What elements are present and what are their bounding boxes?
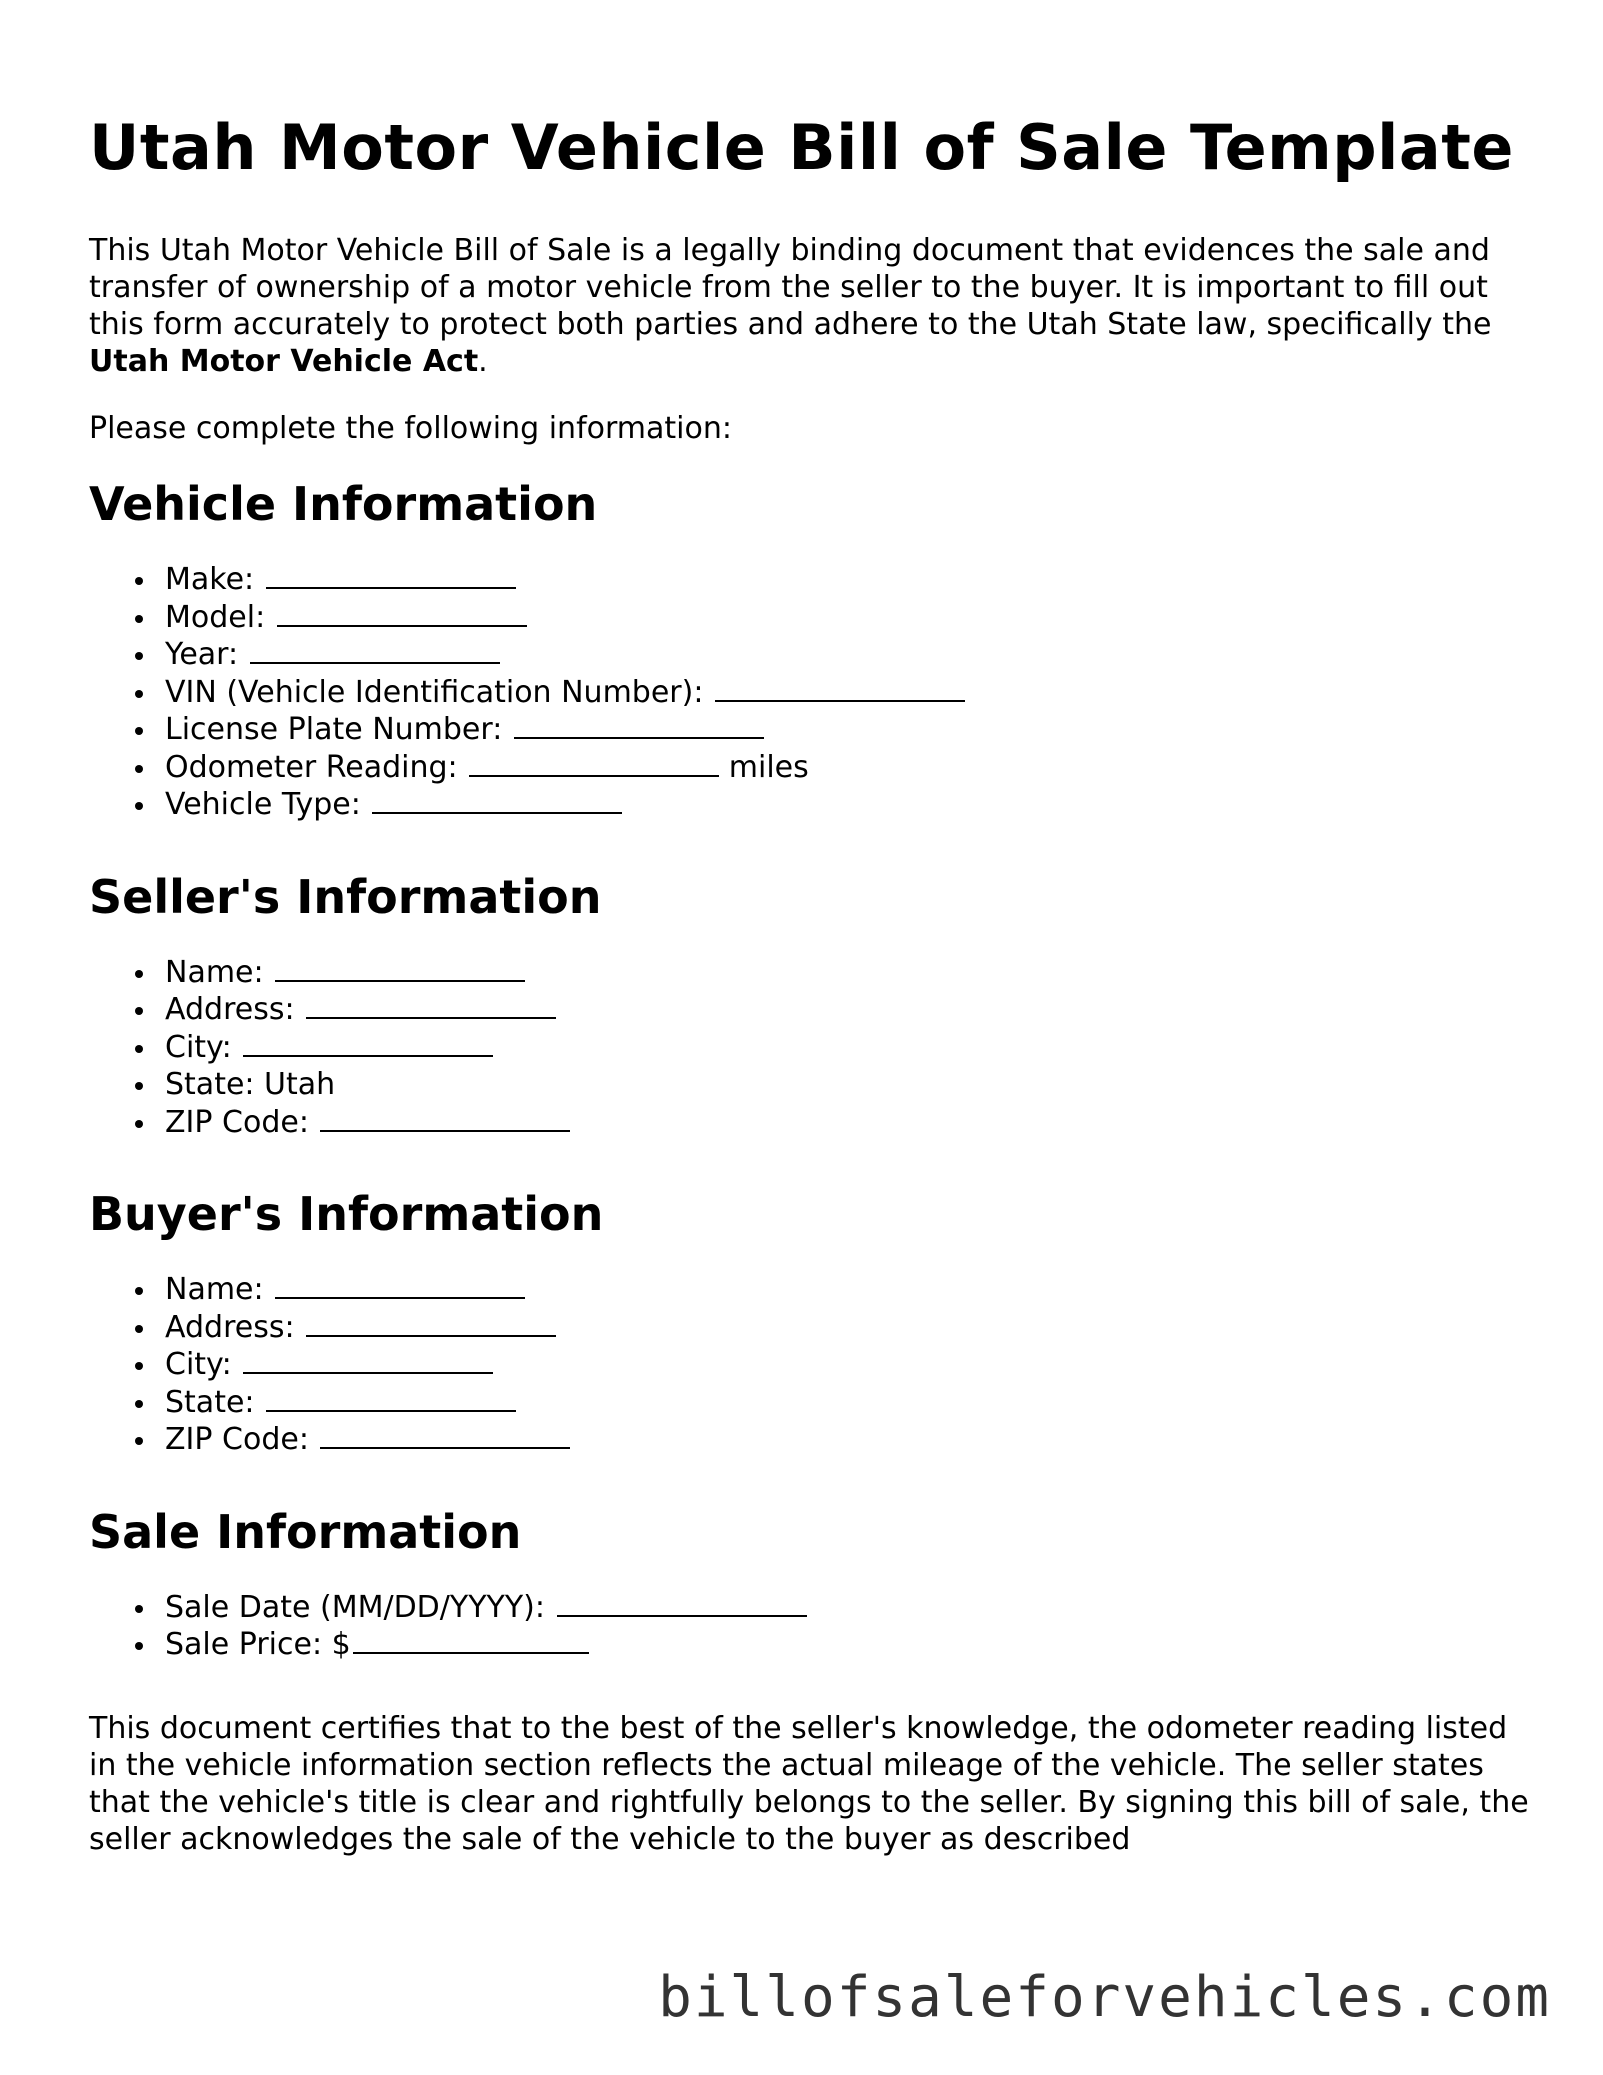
seller-city-blank[interactable]: [243, 1029, 493, 1057]
year-blank[interactable]: [250, 636, 500, 664]
seller-name-blank[interactable]: [275, 954, 525, 982]
type-blank[interactable]: [372, 786, 622, 814]
plate-blank[interactable]: [514, 711, 764, 739]
field-label: City:: [165, 1347, 232, 1382]
make-blank[interactable]: [266, 561, 516, 589]
sale-price-blank[interactable]: [353, 1626, 589, 1654]
buyer-address-blank[interactable]: [306, 1309, 556, 1337]
vin-blank[interactable]: [715, 674, 965, 702]
list-item: [165, 1346, 1529, 1384]
model-blank[interactable]: [277, 599, 527, 627]
list-item: [165, 1271, 1529, 1309]
intro-text-end: .: [478, 344, 488, 379]
field-label: Year:: [165, 637, 239, 672]
intro-text: This Utah Motor Vehicle Bill of Sale is a legally binding document that evidences the sale and transfer of ownership of a motor vehicle from the seller to the buyer. It is important to fill out this form accurately to protect both parties and adhere to the Utah State law, specifically the: [89, 233, 1492, 342]
field-label: Name:: [165, 1272, 264, 1307]
list-item: [165, 749, 1529, 787]
field-label: Sale Price: $: [165, 1627, 351, 1662]
field-label: Name:: [165, 954, 264, 990]
certification-paragraph: This document certifies that to the best of the seller's knowledge, the odometer reading listed in the vehicle information section reflects the actual mileage of the vehicle. The seller states that the vehicle's title is clear and rightfully belongs to the seller. By signing this bill of sale, the seller acknowledges the sale of the vehicle to the buyer as described: [89, 1710, 1529, 1857]
field-label: VIN (Vehicle Identification Number):: [165, 674, 704, 710]
seller-address-blank[interactable]: [306, 991, 556, 1019]
seller-fields: [89, 954, 1529, 1142]
buyer-state-blank[interactable]: [266, 1384, 516, 1412]
field-label: ZIP Code:: [165, 1104, 309, 1140]
list-item: [165, 599, 1529, 637]
field-label: State: Utah: [165, 1067, 336, 1102]
field-label: Address:: [165, 1309, 295, 1345]
sale-date-blank[interactable]: [557, 1589, 807, 1617]
intro-paragraph: [89, 232, 1529, 380]
list-item: [165, 1626, 1529, 1664]
odometer-blank[interactable]: [469, 749, 719, 777]
sale-fields: [89, 1589, 1529, 1664]
list-item: [165, 1066, 1529, 1104]
vehicle-fields: [89, 561, 1529, 824]
watermark-text: billofsaleforvehicles.com: [658, 1965, 1551, 2030]
list-item: [165, 561, 1529, 599]
sale-heading: Sale Information: [89, 1504, 522, 1559]
field-label: Sale Date (MM/DD/YYYY):: [165, 1589, 545, 1625]
field-label: ZIP Code:: [165, 1422, 309, 1457]
list-item: [165, 674, 1529, 712]
buyer-zip-blank[interactable]: [320, 1421, 570, 1449]
document-page: [89, 112, 1529, 1888]
seller-heading: Seller's Information: [89, 869, 602, 924]
field-label: Vehicle Type:: [165, 787, 361, 822]
field-label: State:: [165, 1384, 255, 1420]
list-item: [165, 1104, 1529, 1142]
vehicle-heading: Vehicle Information: [89, 477, 598, 531]
instruction-text: Please complete the following information:: [89, 411, 732, 446]
document-title: Utah Motor Vehicle Bill of Sale Template: [89, 111, 1514, 184]
buyer-name-blank[interactable]: [275, 1271, 525, 1299]
list-item: [165, 1309, 1529, 1347]
buyer-heading: Buyer's Information: [89, 1187, 604, 1241]
field-label: City:: [165, 1029, 232, 1065]
list-item: [165, 954, 1529, 992]
list-item: [165, 1029, 1529, 1067]
odometer-unit: miles: [728, 749, 809, 785]
seller-zip-blank[interactable]: [320, 1104, 570, 1132]
list-item: [165, 786, 1529, 824]
field-label: Model:: [165, 599, 266, 635]
buyer-fields: [89, 1271, 1529, 1459]
list-item: [165, 1384, 1529, 1422]
field-label: Address:: [165, 992, 295, 1027]
list-item: [165, 711, 1529, 749]
field-label: License Plate Number:: [165, 712, 503, 747]
list-item: [165, 1421, 1529, 1459]
list-item: [165, 1589, 1529, 1627]
list-item: [165, 636, 1529, 674]
buyer-city-blank[interactable]: [243, 1346, 493, 1374]
intro-bold-act: Utah Motor Vehicle Act: [89, 344, 479, 379]
list-item: [165, 991, 1529, 1029]
field-label: Odometer Reading:: [165, 749, 458, 785]
field-label: Make:: [165, 562, 255, 597]
